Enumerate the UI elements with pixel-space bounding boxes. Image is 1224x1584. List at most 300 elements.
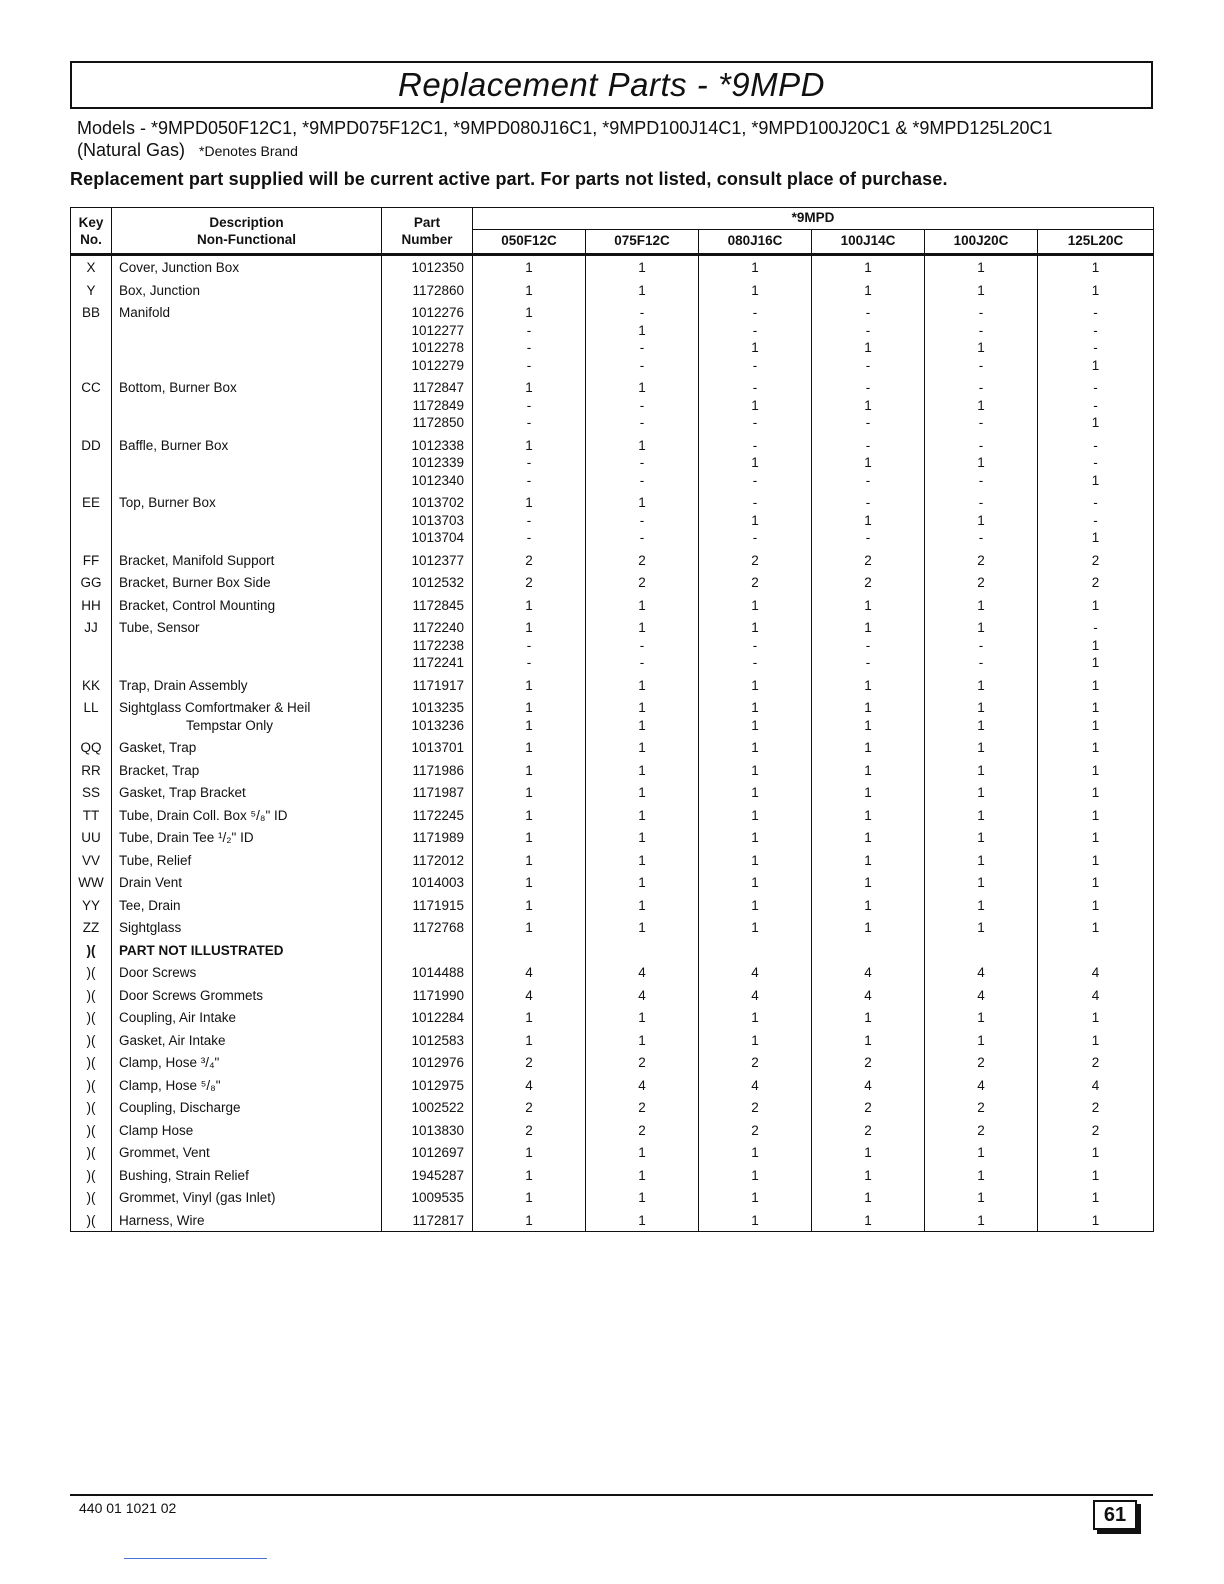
- part-number: 1012583: [411, 1032, 464, 1048]
- quantity-cell: [812, 491, 925, 549]
- quantity-cell: [1038, 255, 1154, 279]
- quantity-cell: [586, 674, 699, 697]
- quantity: 1: [864, 700, 872, 715]
- quantity: -: [526, 637, 532, 653]
- quantity-cell: [925, 1074, 1038, 1097]
- header-model: 125L20C: [1038, 229, 1154, 254]
- quantity: 1: [1091, 655, 1100, 670]
- table-row: [71, 376, 1154, 434]
- quantity: 2: [1091, 575, 1100, 590]
- quantity: 2: [638, 575, 646, 590]
- quantity: 2: [1091, 1055, 1100, 1070]
- quantity: -: [526, 357, 532, 373]
- description-cell: [112, 255, 382, 279]
- quantity-cell: [925, 849, 1038, 872]
- quantity: 1: [525, 1190, 533, 1205]
- quantity: -: [752, 322, 758, 338]
- key-number: LL: [83, 700, 99, 715]
- part-number: 1014488: [411, 965, 464, 980]
- quantity: 1: [638, 437, 646, 453]
- quantity: -: [865, 357, 871, 373]
- quantity-cell: [925, 1164, 1038, 1187]
- quantity: 1: [751, 677, 759, 693]
- quantity-cell: [925, 736, 1038, 759]
- quantity: 1: [977, 875, 985, 890]
- footer-rule: [70, 1494, 1153, 1496]
- part-description: Cover, Junction Box: [119, 260, 240, 275]
- quantity-cell: [586, 961, 699, 984]
- quantity: -: [752, 437, 758, 453]
- part-number: 1012976: [411, 1055, 464, 1070]
- description-cell: [112, 1074, 382, 1097]
- quantity: 2: [751, 552, 759, 568]
- quantity: 1: [1091, 785, 1100, 800]
- part-number: 1012277: [411, 322, 464, 338]
- quantity: 1: [638, 260, 646, 275]
- key-number: HH: [81, 597, 101, 613]
- quantity-cell: [812, 434, 925, 492]
- quantity: -: [865, 495, 871, 510]
- key-number: CC: [81, 380, 101, 395]
- key-cell: [71, 1051, 112, 1074]
- part-description: Coupling, Discharge: [119, 1100, 241, 1115]
- part-number: 1013703: [411, 512, 464, 528]
- quantity-cell: [586, 616, 699, 674]
- quantity: 1: [1091, 472, 1100, 488]
- part-description: Grommet, Vinyl (gas Inlet): [119, 1190, 276, 1205]
- quantity: 4: [751, 987, 759, 1003]
- part-number: 1172012: [412, 852, 464, 868]
- quantity-cell: [473, 961, 586, 984]
- quantity: 1: [525, 875, 533, 890]
- table-row: [71, 255, 1154, 279]
- table-row: [71, 804, 1154, 827]
- part-number: 1171989: [412, 830, 464, 845]
- part-number-cell: [382, 1006, 473, 1029]
- quantity: 1: [638, 700, 646, 715]
- quantity: -: [526, 530, 532, 545]
- table-row: [71, 434, 1154, 492]
- quantity: 1: [525, 700, 533, 715]
- part-number-cell: [382, 376, 473, 434]
- table-row: [71, 549, 1154, 572]
- quantity: 1: [977, 282, 985, 298]
- page-number: 61: [1093, 1500, 1137, 1530]
- quantity-cell: [586, 939, 699, 962]
- part-number-cell: [382, 1141, 473, 1164]
- quantity-cell: [473, 549, 586, 572]
- key-cell: [71, 1119, 112, 1142]
- key-cell: [71, 894, 112, 917]
- quantity-cell: [586, 804, 699, 827]
- part-description: Bracket, Manifold Support: [119, 552, 275, 568]
- quantity-cell: [699, 279, 812, 302]
- quantity-cell: [586, 279, 699, 302]
- part-description: Manifold: [119, 305, 171, 320]
- part-description: Tube, Drain Tee ¹/₂" ID: [119, 830, 254, 845]
- part-number-cell: [382, 939, 473, 962]
- quantity-cell: [1038, 826, 1154, 849]
- quantity: 1: [864, 1190, 872, 1205]
- quantity: 4: [977, 1077, 985, 1093]
- description-cell: [112, 984, 382, 1007]
- quantity-cell: [699, 301, 812, 376]
- quantity: -: [526, 397, 532, 413]
- quantity-cell: [699, 984, 812, 1007]
- key-cell: [71, 1074, 112, 1097]
- table-row: [71, 984, 1154, 1007]
- quantity-cell: [925, 1141, 1038, 1164]
- quantity-cell: [1038, 1029, 1154, 1052]
- quantity-cell: [586, 1186, 699, 1209]
- description-cell: [112, 571, 382, 594]
- quantity-cell: [812, 1029, 925, 1052]
- quantity: 1: [525, 785, 533, 800]
- quantity: -: [865, 530, 871, 545]
- parts-table-body: [71, 255, 1154, 1232]
- quantity: 1: [751, 700, 759, 715]
- header-part-line2: Number: [401, 231, 453, 247]
- key-number: )(: [86, 1100, 96, 1115]
- part-number-cell: [382, 594, 473, 617]
- key-cell: [71, 759, 112, 782]
- quantity-cell: [925, 434, 1038, 492]
- quantity: 1: [864, 340, 872, 355]
- key-cell: [71, 916, 112, 939]
- quantity: 4: [638, 987, 646, 1003]
- quantity-cell: [473, 1164, 586, 1187]
- part-number: 1172238: [412, 637, 464, 653]
- part-number: 1012278: [411, 340, 464, 355]
- quantity: 1: [751, 1145, 759, 1160]
- quantity-cell: [925, 1209, 1038, 1232]
- quantity-cell: [1038, 434, 1154, 492]
- quantity: 1: [525, 762, 533, 778]
- quantity-cell: [699, 826, 812, 849]
- quantity: 1: [864, 455, 872, 470]
- quantity: 1: [977, 785, 985, 800]
- quantity: 1: [1091, 897, 1100, 913]
- description-cell: [112, 736, 382, 759]
- part-number: 1172860: [412, 282, 464, 298]
- quantity-cell: [812, 894, 925, 917]
- quantity-cell: [812, 1141, 925, 1164]
- quantity: 1: [525, 1032, 533, 1048]
- part-number-cell: [382, 961, 473, 984]
- table-row: [71, 1209, 1154, 1232]
- table-row: [71, 1186, 1154, 1209]
- quantity-cell: [925, 1096, 1038, 1119]
- quantity: -: [526, 655, 532, 670]
- quantity-cell: [473, 674, 586, 697]
- brand-note: *Denotes Brand: [199, 143, 298, 159]
- quantity-cell: [473, 781, 586, 804]
- quantity: 1: [1091, 852, 1100, 868]
- part-number: 1012284: [411, 1010, 464, 1025]
- key-number: )(: [86, 1077, 96, 1093]
- quantity: 1: [977, 677, 985, 693]
- quantity-cell: [586, 781, 699, 804]
- quantity: -: [978, 655, 984, 670]
- part-number-cell: [382, 491, 473, 549]
- table-row: [71, 1051, 1154, 1074]
- part-number-cell: [382, 1051, 473, 1074]
- table-row: [71, 1029, 1154, 1052]
- quantity: 1: [751, 597, 759, 613]
- key-number: )(: [86, 1032, 96, 1048]
- quantity: 1: [751, 260, 759, 275]
- key-number: )(: [86, 1010, 96, 1025]
- part-number-cell: [382, 984, 473, 1007]
- quantity: -: [526, 322, 532, 338]
- key-cell: [71, 781, 112, 804]
- quantity: 1: [1091, 830, 1100, 845]
- table-row: [71, 939, 1154, 962]
- quantity: 1: [1091, 1032, 1100, 1048]
- part-number: 1171917: [412, 677, 464, 693]
- quantity: 2: [525, 552, 533, 568]
- table-row: [71, 571, 1154, 594]
- part-number-cell: [382, 571, 473, 594]
- description-cell: [112, 894, 382, 917]
- header-part-line1: Part: [413, 214, 441, 230]
- quantity-cell: [473, 871, 586, 894]
- quantity: 4: [864, 965, 872, 980]
- quantity: -: [752, 495, 758, 510]
- quantity-cell: [1038, 301, 1154, 376]
- quantity-cell: [812, 849, 925, 872]
- quantity: 1: [638, 740, 646, 755]
- quantity: 1: [525, 1167, 533, 1183]
- parts-table: [70, 207, 1154, 1232]
- quantity: -: [978, 357, 984, 373]
- quantity-cell: [586, 696, 699, 736]
- quantity-cell: [812, 1209, 925, 1232]
- quantity-cell: [812, 984, 925, 1007]
- quantity: [1038, 942, 1153, 960]
- quantity-cell: [586, 849, 699, 872]
- part-number-cell: [382, 781, 473, 804]
- quantity: 1: [864, 620, 872, 635]
- quantity-cell: [1038, 804, 1154, 827]
- description-cell: [112, 781, 382, 804]
- table-row: [71, 871, 1154, 894]
- part-description: Bushing, Strain Relief: [119, 1167, 249, 1183]
- quantity: 1: [638, 495, 646, 510]
- quantity: 1: [638, 1010, 646, 1025]
- quantity-cell: [1038, 961, 1154, 984]
- quantity-cell: [699, 736, 812, 759]
- key-cell: [71, 279, 112, 302]
- key-number: GG: [80, 575, 102, 590]
- quantity: 1: [751, 807, 759, 823]
- quantity: 1: [977, 597, 985, 613]
- key-cell: [71, 549, 112, 572]
- quantity: 1: [525, 1145, 533, 1160]
- quantity-cell: [812, 549, 925, 572]
- description-cell: [112, 1119, 382, 1142]
- key-number: Y: [86, 282, 96, 298]
- quantity: [812, 942, 924, 960]
- quantity-cell: [812, 616, 925, 674]
- quantity: 1: [1091, 530, 1100, 545]
- quantity: -: [639, 512, 645, 528]
- quantity-cell: [586, 1096, 699, 1119]
- key-number: )(: [86, 987, 96, 1003]
- quantity-cell: [925, 571, 1038, 594]
- replacement-notice: Replacement part supplied will be current active part. For parts not listed, consult place of purchase.: [70, 169, 948, 189]
- table-row: [71, 594, 1154, 617]
- quantity: -: [639, 415, 645, 430]
- quantity: 1: [977, 260, 985, 275]
- part-number: 1172817: [412, 1212, 464, 1228]
- quantity-cell: [586, 1119, 699, 1142]
- header-model: 075F12C: [586, 229, 699, 254]
- quantity-cell: [1038, 1186, 1154, 1209]
- table-row: [71, 491, 1154, 549]
- quantity-cell: [1038, 781, 1154, 804]
- quantity-cell: [586, 759, 699, 782]
- key-cell: [71, 1209, 112, 1232]
- quantity: -: [1093, 397, 1098, 413]
- quantity: 1: [525, 597, 533, 613]
- quantity: 1: [751, 1032, 759, 1048]
- quantity: 1: [751, 1167, 759, 1183]
- quantity: -: [1093, 437, 1098, 453]
- quantity: 1: [638, 785, 646, 800]
- key-cell: [71, 1096, 112, 1119]
- quantity: 4: [977, 965, 985, 980]
- part-number-cell: [382, 255, 473, 279]
- part-number-cell: [382, 736, 473, 759]
- quantity: -: [752, 530, 758, 545]
- quantity: 1: [864, 807, 872, 823]
- quantity-cell: [812, 594, 925, 617]
- part-description: Bottom, Burner Box: [119, 380, 237, 395]
- quantity: -: [639, 305, 645, 320]
- quantity: 1: [977, 1010, 985, 1025]
- part-number: 1171986: [412, 762, 464, 778]
- key-cell: [71, 571, 112, 594]
- key-number: )(: [86, 1167, 96, 1183]
- quantity: 1: [864, 1167, 872, 1183]
- quantity: -: [639, 637, 645, 653]
- quantity-cell: [473, 1051, 586, 1074]
- quantity: 2: [525, 1100, 533, 1115]
- quantity-cell: [586, 1006, 699, 1029]
- quantity: 2: [751, 1122, 759, 1138]
- description-cell: [112, 594, 382, 617]
- quantity: 1: [977, 512, 985, 528]
- table-row: [71, 916, 1154, 939]
- quantity: 2: [977, 1055, 985, 1070]
- quantity-cell: [1038, 594, 1154, 617]
- table-row: [71, 301, 1154, 376]
- quantity-cell: [925, 939, 1038, 962]
- quantity-cell: [925, 804, 1038, 827]
- part-number-cell: [382, 549, 473, 572]
- quantity-cell: [586, 916, 699, 939]
- quantity: 2: [1091, 1122, 1100, 1138]
- key-cell: [71, 736, 112, 759]
- quantity-cell: [1038, 1209, 1154, 1232]
- part-number: 1012697: [411, 1145, 464, 1160]
- quantity-cell: [1038, 849, 1154, 872]
- quantity: 1: [1091, 1145, 1100, 1160]
- quantity: -: [1093, 380, 1098, 395]
- quantity: 1: [977, 830, 985, 845]
- description-cell: [112, 376, 382, 434]
- quantity: 1: [638, 322, 646, 338]
- title-box: [70, 61, 1153, 109]
- part-number-cell: [382, 1164, 473, 1187]
- quantity: 2: [751, 1100, 759, 1115]
- quantity-cell: [812, 961, 925, 984]
- quantity: 1: [977, 762, 985, 778]
- part-number: 1172241: [412, 655, 464, 670]
- part-number: 1013830: [411, 1122, 464, 1138]
- quantity: 1: [525, 852, 533, 868]
- quantity: 2: [864, 1122, 872, 1138]
- quantity: 1: [1091, 875, 1100, 890]
- quantity: 1: [638, 282, 646, 298]
- quantity-cell: [1038, 1006, 1154, 1029]
- quantity: 1: [638, 717, 646, 733]
- quantity-cell: [812, 1096, 925, 1119]
- part-description: Coupling, Air Intake: [119, 1010, 237, 1025]
- quantity: 2: [977, 1122, 985, 1138]
- part-number-cell: [382, 616, 473, 674]
- part-number-cell: [382, 1074, 473, 1097]
- quantity-cell: [812, 301, 925, 376]
- quantity: -: [978, 437, 984, 453]
- quantity-cell: [1038, 279, 1154, 302]
- quantity-cell: [925, 1186, 1038, 1209]
- quantity: 4: [1091, 1077, 1100, 1093]
- key-cell: [71, 826, 112, 849]
- part-description: Tube, Drain Coll. Box ⁵/₈" ID: [119, 807, 288, 823]
- quantity-cell: [812, 826, 925, 849]
- header-key: [71, 208, 112, 255]
- quantity: 1: [525, 282, 533, 298]
- quantity: 1: [864, 762, 872, 778]
- quantity-cell: [812, 255, 925, 279]
- quantity: 4: [525, 965, 533, 980]
- quantity: 1: [638, 807, 646, 823]
- quantity: 1: [751, 852, 759, 868]
- quantity: 1: [638, 920, 646, 935]
- quantity-cell: [925, 916, 1038, 939]
- quantity-cell: [586, 301, 699, 376]
- quantity: 1: [638, 380, 646, 395]
- header-model-group: *9MPD: [473, 208, 1154, 230]
- part-number-cell: [382, 434, 473, 492]
- header-description-line1: Description: [209, 214, 284, 230]
- key-cell: [71, 849, 112, 872]
- quantity-cell: [473, 826, 586, 849]
- quantity-cell: [1038, 939, 1154, 962]
- quantity: 1: [864, 597, 872, 613]
- part-description: Bracket, Burner Box Side: [119, 575, 271, 590]
- quantity-cell: [699, 1141, 812, 1164]
- page-title: Replacement Parts - *9MPD: [398, 66, 825, 103]
- quantity: 1: [751, 875, 759, 890]
- quantity-cell: [699, 571, 812, 594]
- part-description: Sightglass Comfortmaker & Heil: [119, 700, 311, 715]
- quantity-cell: [586, 1209, 699, 1232]
- models-line: Models - *9MPD050F12C1, *9MPD075F12C1, *9MPD080J16C1, *9MPD100J14C1, *9MPD100J20C1 & *9MPD125L20C1: [77, 118, 1053, 138]
- quantity-cell: [925, 376, 1038, 434]
